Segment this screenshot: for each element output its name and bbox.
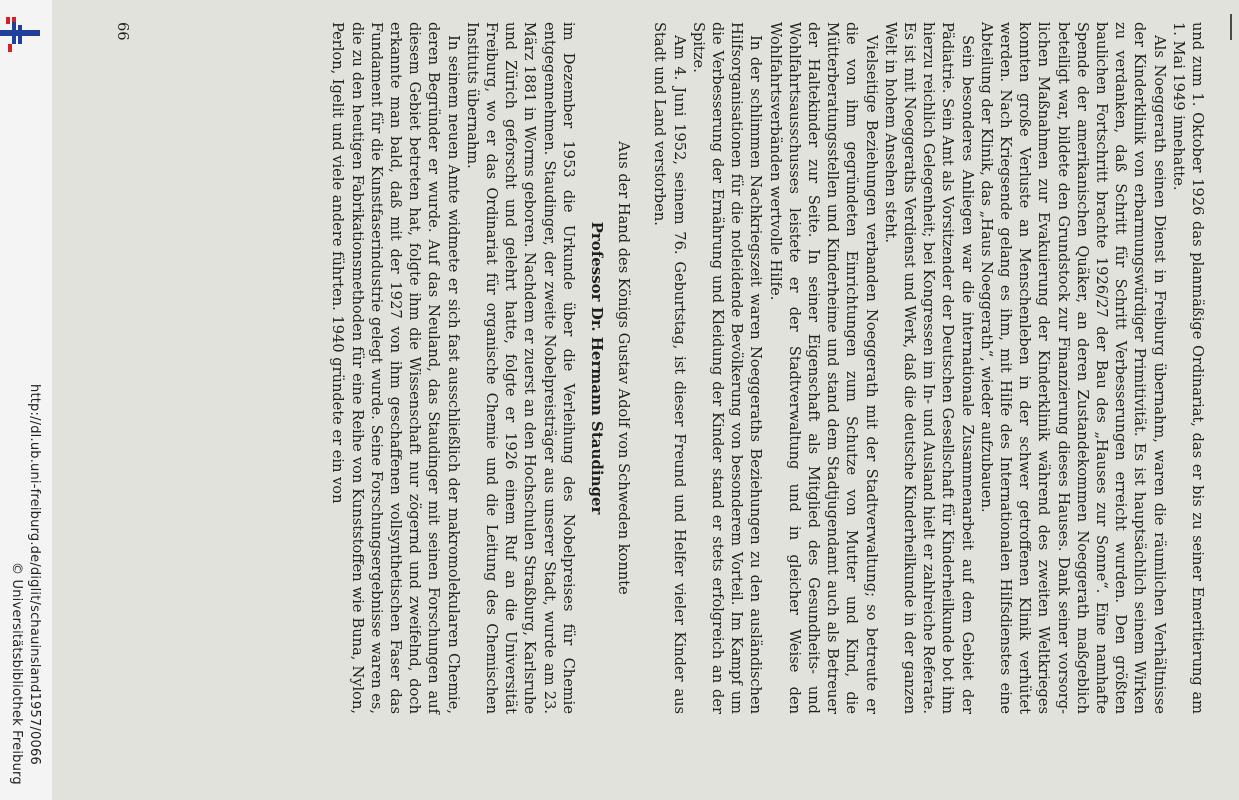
viewer-sidebar bbox=[0, 0, 53, 800]
paragraph: im Dezember 1953 die Urkunde über die Verleihung des Nobelpreises für Chemie entgegennehmen. Staudinger, der zweite Nobelpreisträger aus unserer Stadt, wurde am 23. März 1881 in Worms geboren. Nachdem er zuerst an den Hochschulen Straßburg, Karlsruhe und Zürich geforscht und gelehrt hatte, folgte er 1926 einem Ruf an die Universität Freiburg, wo er das Ordinariat für organische Chemie und die Leitung des Chemischen Instituts übernahm. bbox=[463, 22, 577, 714]
paragraph: In seinem neuen Amte widmete er sich fast ausschließlich der makromolekularen Chemie, deren Begründer er wurde. Auf das Neuland, das Staudinger mit seinen Forschungen auf diesem Gebiet betreten hat, folgte ihm die Wissenschaft nur zögernd und zweifelnd, doch erkannte man bald, daß mit der 1927 von ihm geschaffenen vollsynthetischen Faser das Fundament für die Kunstfaserindustrie gelegt wurde. Seine Forschungsergebnisse waren es, die zu den heutigen Fabrikationsmethoden für eine Reihe von Kunststoffen wie Buna, Nylon, Perlon, Igelit und viele andere führten. 1940 gründete er ein von bbox=[329, 22, 462, 714]
source-url[interactable]: http://dl.ub.uni-freiburg.de/diglit/schauinsland1957/0066 bbox=[27, 384, 42, 765]
rotated-page-content bbox=[52, 0, 1239, 800]
paragraph: Als Noeggerath seinen Dienst in Freiburg übernahm, waren die räumlichen Verhältnisse der Kinderklinik von erbarmungswürdiger Primitivität. Es ist hauptsächlich seinem Wirken zu verdanken, daß Schritt für Schritt Verbesserungen erreicht wurden. Den größten baulichen Fortschritt brachte 1926/27 der Bau des „Hauses zur Sonne“. Eine namhafte Spende der amerikanischen Quäker, an deren Zustandekommen Noeggerath maßgeblich beteiligt war, bildete den Grundstock zur Finanzierung dieses Hauses. Dank seiner vorsorglichen Maßnahmen zur Evakuierung der Kinderklinik während des zweiten Weltkrieges konnten große Verluste an Menschenleben in der schwer getroffenen Klinik verhütet werden. Nach Kriegsende gelang es ihm, mit Hilfe des Internationalen Hilfsdienstes eine Abteilung der Klinik, das „Haus Noeggerath“, wieder aufzubauen. bbox=[977, 22, 1168, 714]
paragraph: und zum 1. Oktober 1926 das planmäßige Ordinariat, das er bis zu seiner Emeritierung am 1. Mai 1949 innehatte. bbox=[1169, 22, 1206, 714]
article-body bbox=[328, 22, 1207, 714]
paragraph: Vielseitige Beziehungen verbanden Noeggerath mit der Stadtverwaltung; so betreute er die von ihm gegründeten Einrichtungen zum Schutze von Mutter und Kind, die Mütterberatungsstellen und Kinderheime und stand dem Stadtjugendamt auch als Betreuer der Haltekinder zur Seite. In seiner Eigenschaft als Mitglied des Gesundheits- und Wohlfahrtsausschusses leistete er der Stadtverwaltung und in gleicher Weise den Wohlfahrtsverbänden wertvolle Hilfe. bbox=[766, 22, 880, 714]
paragraph: In der schlimmen Nachkriegszeit waren Noeggeraths Beziehungen zu den ausländischen Hilfsorganisationen für die notleidende Bevölkerung von besonderem Vorteil. Im Kampf um die Verbesserung der Ernährung und Kleidung der Kinder stand er stets erfolgreich an der Spitze. bbox=[689, 22, 765, 714]
scanned-page bbox=[52, 0, 1239, 800]
paragraph: Sein besonderes Anliegen war die internationale Zusammenarbeit auf dem Gebiet der Pädiatrie. Sein Amt als Vorsitzender der Deutschen Gesellschaft für Kinderheilkunde bot ihm hierzu reichlich Gelegenheit; bei Kongressen im In- und Ausland hielt er zahlreiche Referate. Es ist mit Noeggeraths Verdienst und Werk, daß die deutsche Kinderheilkunde in der ganzen Welt in hohem Ansehen steht. bbox=[881, 22, 976, 714]
page-number: 66 bbox=[114, 22, 131, 41]
section-intro: Aus der Hand des Königs Gustav Adolf von Schweden konnte bbox=[615, 141, 633, 595]
library-logo-icon bbox=[0, 8, 42, 52]
section-heading: Professor Dr. Hermann Staudinger bbox=[587, 221, 606, 515]
copyright-notice: © Universitätsbibliothek Freiburg bbox=[9, 562, 24, 785]
paragraph: Am 4. Juni 1952, seinem 76. Geburtstag, ist dieser Freund und Helfer vieler Kinder aus Stadt und Land verstorben. bbox=[651, 22, 688, 714]
